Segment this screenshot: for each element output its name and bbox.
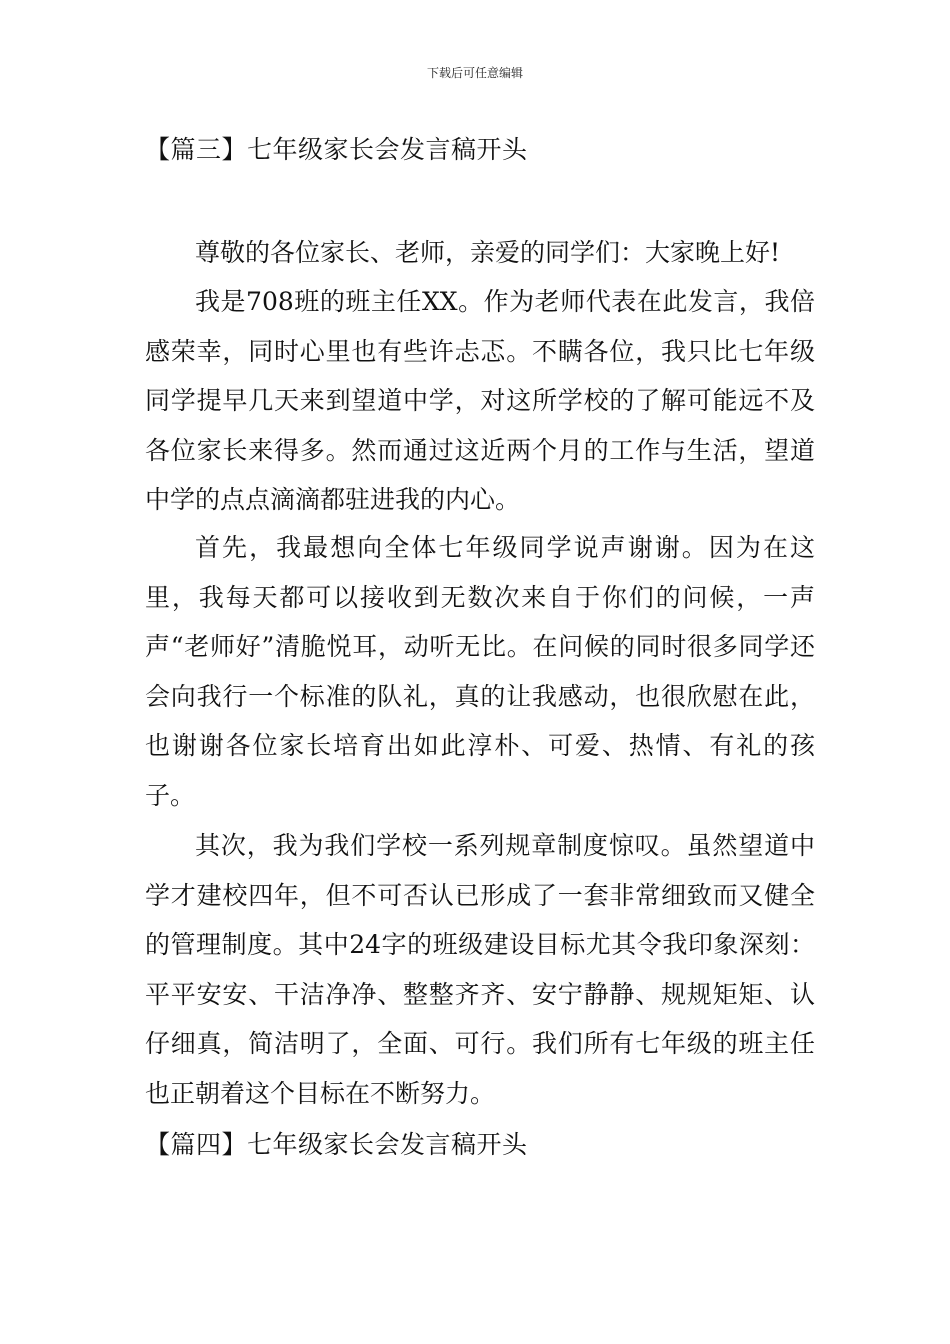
paragraph-second: 其次，我为我们学校一系列规章制度惊叹。虽然望道中学才建校四年，但不可否认已形成了一套非常细致而又健全的管理制度。其中24字的班级建设目标尤其令我印象深刻：平平安安、干洁净净、整整齐齐、安宁静静、规规矩矩、认仔细真，简洁明了，全面、可行。我们所有七年级的班主任也正朝着这个目标在不断努力。 xyxy=(145,831,815,1108)
paragraph-first: 首先，我最想向全体七年级同学说声谢谢。因为在这里，我每天都可以接收到无数次来自于你们的问候，一声声“老师好”清脆悦耳，动听无比。在问候的同时很多同学还会向我行一个标准的队礼，真的让我感动，也很欣慰在此，也谢谢各位家长培育出如此淳朴、可爱、热情、有礼的孩子。 xyxy=(145,533,815,810)
page-header-note: 下载后可任意编辑 xyxy=(426,66,523,80)
paragraph-greeting: 尊敬的各位家长、老师，亲爱的同学们：大家晚上好! xyxy=(195,238,781,267)
section-heading-four: 【篇四】七年级家长会发言稿开头 xyxy=(145,1130,528,1159)
section-heading-three: 【篇三】七年级家长会发言稿开头 xyxy=(145,135,528,164)
paragraph-intro: 我是708班的班主任XX。作为老师代表在此发言，我倍感荣幸，同时心里也有些许忐忑。不瞒各位，我只比七年级同学提早几天来到望道中学，对这所学校的了解可能远不及各位家长来得多。然而通过这近两个月的工作与生活，望道中学的点点滴滴都驻进我的内心。 xyxy=(145,287,815,515)
